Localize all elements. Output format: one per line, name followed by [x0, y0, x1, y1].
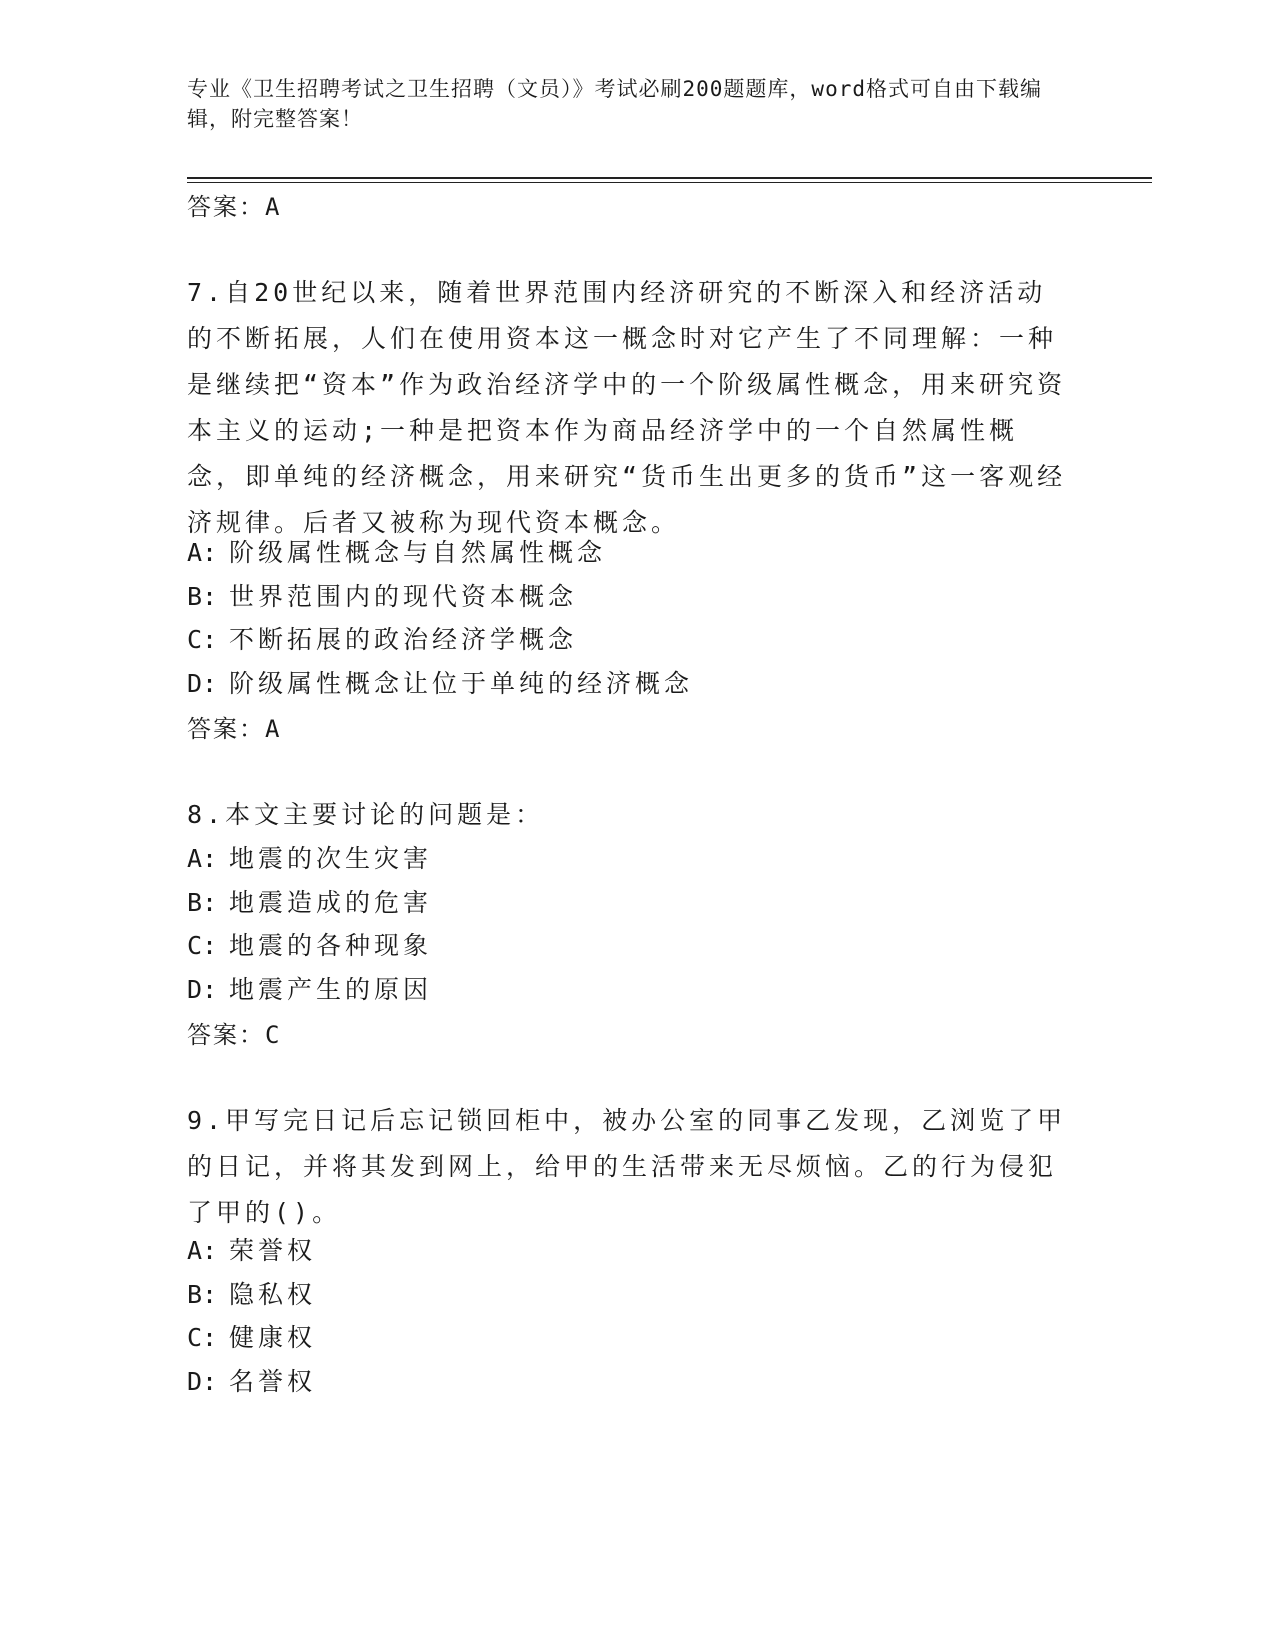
header-divider-thick	[187, 177, 1152, 179]
option-text: 地震造成的危害	[229, 888, 433, 917]
option-c	[187, 1315, 1067, 1361]
option-d	[187, 661, 1067, 707]
option-text: 地震的次生灾害	[229, 844, 433, 873]
question-number: 7.	[187, 278, 226, 307]
answer-label: 答案：	[187, 193, 265, 221]
option-d	[187, 1359, 1067, 1405]
answer-value: A	[265, 193, 282, 221]
option-c	[187, 923, 1067, 969]
question-text: 本文主要讨论的问题是：	[225, 800, 545, 829]
question-9	[187, 1098, 1067, 1236]
option-b	[187, 880, 1067, 926]
option-text: 隐私权	[229, 1280, 317, 1309]
document-header: 专业《卫生招聘考试之卫生招聘（文员）》考试必刷200题题库，word格式可自由下载编辑，附完整答案！	[187, 77, 1042, 131]
option-b	[187, 1272, 1067, 1318]
question-text: 甲写完日记后忘记锁回柜中，被办公室的同事乙发现，乙浏览了甲的日记，并将其发到网上，给甲的生活带来无尽烦恼。乙的行为侵犯了甲的()。	[187, 1106, 1067, 1227]
option-key: D:	[187, 669, 218, 698]
option-c	[187, 617, 1067, 663]
option-key: C:	[187, 625, 218, 654]
option-text: 阶级属性概念让位于单纯的经济概念	[229, 669, 694, 698]
question-8	[187, 792, 1067, 838]
answer-label: 答案：	[187, 1021, 265, 1049]
option-key: D:	[187, 975, 218, 1004]
option-text: 健康权	[229, 1323, 317, 1352]
question-text: 自20世纪以来，随着世界范围内经济研究的不断深入和经济活动的不断拓展，人们在使用资本这一概念时对它产生了不同理解：一种是继续把“资本”作为政治经济学中的一个阶级属性概念，用来研究资本主义的运动;一种是把资本作为商品经济学中的一个自然属性概念，即单纯的经济概念，用来研究“货币生出更多的货币”这一客观经济规律。后者又被称为现代资本概念。	[187, 278, 1067, 537]
option-key: C:	[187, 931, 218, 960]
option-text: 地震产生的原因	[229, 975, 433, 1004]
option-d	[187, 967, 1067, 1013]
answer-line	[187, 712, 1067, 746]
answer-line	[187, 1018, 1067, 1052]
option-key: B:	[187, 888, 218, 917]
question-number: 8.	[187, 800, 226, 829]
option-a	[187, 530, 1067, 576]
option-text: 阶级属性概念与自然属性概念	[229, 538, 607, 567]
answer-line	[187, 190, 1067, 224]
option-key: B:	[187, 1280, 218, 1309]
answer-value: C	[265, 1021, 282, 1049]
option-key: C:	[187, 1323, 218, 1352]
answer-label: 答案：	[187, 715, 265, 743]
option-a	[187, 836, 1067, 882]
question-number: 9.	[187, 1106, 226, 1135]
option-key: D:	[187, 1367, 218, 1396]
option-key: B:	[187, 582, 218, 611]
option-key: A:	[187, 844, 218, 873]
option-key: A:	[187, 538, 218, 567]
option-b	[187, 574, 1067, 620]
option-text: 世界范围内的现代资本概念	[229, 582, 578, 611]
option-text: 名誉权	[229, 1367, 317, 1396]
option-a	[187, 1228, 1067, 1274]
answer-value: A	[265, 715, 282, 743]
question-7	[187, 270, 1067, 546]
header-divider-thin	[187, 182, 1152, 183]
option-key: A:	[187, 1236, 218, 1265]
option-text: 荣誉权	[229, 1236, 317, 1265]
option-text: 地震的各种现象	[229, 931, 433, 960]
option-text: 不断拓展的政治经济学概念	[229, 625, 578, 654]
